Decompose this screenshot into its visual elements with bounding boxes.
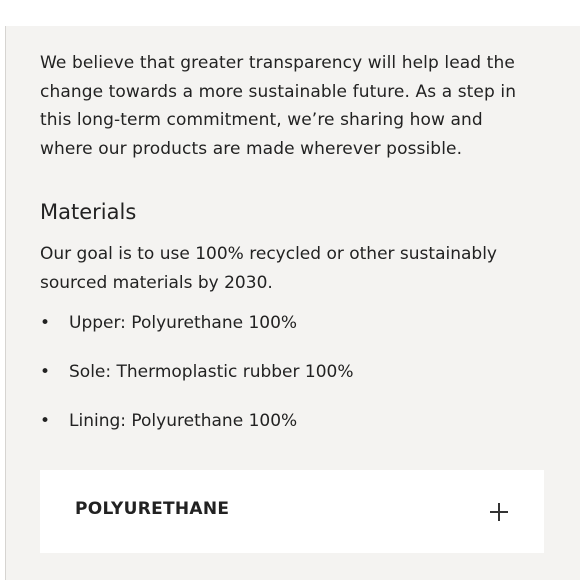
polyurethane-accordion[interactable] [40,470,544,553]
bullet-icon: • [40,411,51,431]
product-details-panel [5,26,580,580]
goal-line: sourced materials by 2030. [40,272,273,293]
material-lining: Lining: Polyurethane 100% [69,411,298,431]
plus-icon[interactable] [490,503,508,521]
intro-line: change towards a more sustainable future. As a step in [40,81,517,102]
bullet-icon: • [40,362,51,382]
material-sole: Sole: Thermoplastic rubber 100% [69,362,354,382]
bullet-icon: • [40,313,51,333]
transparency-intro [40,49,560,163]
intro-line: where our products are made wherever possible. [40,138,463,159]
goal-line: Our goal is to use 100% recycled or other sustainably [40,244,497,264]
materials-heading: Materials [40,200,137,224]
materials-goal [40,240,560,297]
intro-line: this long-term commitment, we’re sharing how and [40,110,483,130]
accordion-title: POLYURETHANE [75,499,230,519]
intro-line: We believe that greater transparency will help lead the [40,53,515,73]
material-upper: Upper: Polyurethane 100% [69,313,298,333]
